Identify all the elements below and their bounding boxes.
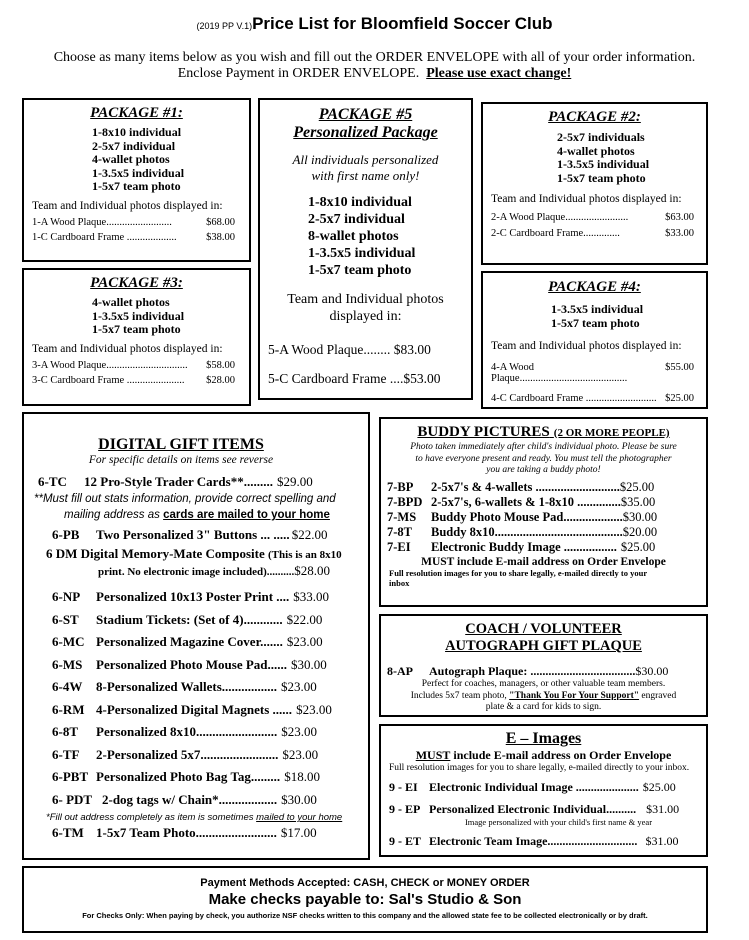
item-code: 6-TM [52, 825, 84, 840]
package-1-title: PACKAGE #1: [90, 105, 183, 121]
list-item [389, 780, 692, 795]
item-code: 7-BP [387, 479, 414, 494]
package-1-item: 4-wallet photos [92, 152, 170, 166]
package-1-items [92, 126, 249, 194]
item-label: 2-Personalized 5x7........................ [96, 746, 279, 762]
item-label: 8-Personalized Wallets................. [96, 679, 278, 694]
package-2-option-a [491, 212, 694, 223]
page-title: Price List for Bloomfield Soccer Club [252, 14, 553, 33]
item-code: 6-PBT [52, 769, 89, 784]
item-code: 8-AP [387, 664, 413, 678]
package-5-items [308, 194, 471, 279]
package-4-display-label: Team and Individual photos displayed in: [491, 340, 682, 352]
list-item [52, 654, 368, 677]
package-2-title: PACKAGE #2: [548, 109, 641, 125]
option-label: 4-A Wood Plaque......................................... [491, 362, 628, 384]
package-1-item: 1-8x10 individual [92, 125, 182, 139]
e-images-full-res: Full resolution images for you to share legally, e-mailed directly to your inbox. [389, 763, 690, 773]
item-code: 6- PDT [52, 791, 93, 807]
description-line: to have everyone present and ready. You must tell the photographer [415, 453, 672, 464]
item-price: $31.00 [646, 802, 680, 816]
item-code: 6-RM [52, 701, 85, 717]
item-price: $35.00 [620, 494, 656, 509]
digital-item-pb [52, 525, 368, 544]
item-price: $23.00 [281, 679, 317, 694]
item-label: 12 Pro-Style Trader Cards**......... [84, 474, 273, 489]
item-price: $23.00 [282, 746, 319, 762]
package-2-item: 2-5x7 individuals [557, 130, 645, 144]
option-label: 1-C Cardboard Frame ................... [32, 231, 177, 243]
package-5-box [258, 98, 473, 400]
buddy-description [381, 442, 706, 477]
list-item [52, 631, 368, 654]
item-price: $23.00 [281, 724, 318, 739]
buddy-title-text: BUDDY PICTURES [417, 424, 550, 440]
item-label: Personalized Electronic Individual.......... [429, 802, 637, 816]
digital-note-3 [46, 811, 368, 824]
item-code: 6-4W [52, 679, 83, 694]
digital-gift-box [22, 412, 370, 860]
package-2-item: 1-3.5x5 individual [557, 157, 650, 171]
item-label: Autograph Plaque: ................................... [429, 664, 636, 678]
package-1-item: 2-5x7 individual [92, 138, 176, 153]
item-code: 6-PB [52, 527, 80, 542]
package-5-display-1: Team and Individual photos [287, 292, 444, 307]
package-3-option-a [32, 360, 235, 371]
package-5-note-2: with first name only! [311, 168, 420, 183]
digital-item-list [52, 586, 368, 811]
page-title-line [0, 14, 749, 34]
item-code: 6-TF [52, 746, 80, 762]
buddy-full-res-2: inbox [389, 577, 410, 588]
option-label: 3-C Cardboard Frame ...................... [32, 374, 185, 386]
option-price: $63.00 [665, 212, 694, 223]
desc-emphasis: "Thank You For Your Support" [509, 690, 640, 701]
list-item [387, 525, 706, 540]
item-price: $22.00 [291, 527, 328, 542]
package-5-title: PACKAGE #5 [318, 106, 413, 123]
digital-item-dm [46, 546, 368, 563]
package-4-item: 1-5x7 team photo [551, 315, 640, 330]
list-item [52, 789, 368, 812]
package-2-display-label: Team and Individual photos displayed in: [491, 193, 682, 205]
item-code: 6-MC [52, 634, 85, 649]
intro-line-1: Choose as many items below as you wish and fill out the ORDER ENVELOPE with all of your order information. [53, 50, 696, 65]
item-price: $30.00 [281, 791, 317, 807]
list-item [52, 744, 368, 767]
check-policy: For Checks Only: When paying by check, you authorize NSF checks written to this company and the allowed state fee to be collected electronically or by draft. [82, 911, 648, 920]
desc-text: Includes 5x7 team photo, [410, 690, 507, 701]
buddy-title-note: (2 OR MORE PEOPLE) [553, 427, 670, 439]
item-note: print. No electronic image included).......... [98, 566, 295, 578]
package-5-item: 1-3.5x5 individual [308, 246, 416, 261]
package-2-option-c [491, 228, 694, 239]
item-label: Stadium Tickets: (Set of 4)............ [96, 611, 283, 627]
item-price: $30.00 [622, 509, 658, 524]
package-5-item: 1-8x10 individual [308, 195, 412, 210]
item-label: Electronic Individual Image ..................... [429, 780, 639, 794]
list-item [52, 676, 368, 699]
package-5-item: 1-5x7 team photo [308, 263, 412, 278]
exact-change-note: Please use exact change! [426, 66, 572, 81]
item-note: (This is an 8x10 [268, 549, 342, 561]
package-3-option-c [32, 375, 235, 386]
package-3-item: 1-5x7 team photo [92, 322, 181, 336]
list-item [52, 766, 368, 789]
package-3-items [92, 296, 249, 337]
e-images-ep-note: Image personalized with your child's first name & year [464, 817, 653, 827]
digital-gift-title: DIGITAL GIFT ITEMS [98, 436, 264, 453]
coach-plaque-box [379, 614, 708, 717]
package-4-items [551, 303, 706, 330]
coach-item [387, 664, 706, 679]
option-price: $83.00 [393, 342, 431, 357]
item-price: $30.00 [291, 656, 327, 672]
item-price: $25.00 [619, 479, 655, 494]
item-code: 6-8T [52, 724, 78, 739]
item-label: 4-Personalized Digital Magnets ...... [96, 701, 293, 717]
package-3-item: 1-3.5x5 individual [92, 308, 185, 323]
list-item [389, 802, 692, 817]
option-label: 5-A Wood Plaque........ [268, 342, 391, 357]
item-code: 6-ST [52, 611, 79, 627]
checks-payable: Make checks payable to: Sal's Studio & Son [208, 891, 522, 908]
package-2-item: 4-wallet photos [557, 143, 635, 158]
item-code: 6-MS [52, 656, 83, 672]
item-code: 6-NP [52, 589, 81, 604]
package-2-item: 1-5x7 team photo [557, 170, 646, 185]
desc-text: engraved [641, 690, 677, 701]
package-1-option-a [32, 217, 235, 228]
item-price: $29.00 [276, 474, 313, 489]
package-1-item: 1-3.5x5 individual [92, 165, 185, 180]
coach-desc-2 [381, 691, 706, 703]
item-price: $25.00 [642, 780, 676, 794]
item-code: 9 - ET [389, 834, 422, 848]
package-5-item: 8-wallet photos [308, 229, 399, 244]
item-label: Electronic Team Image.............................. [429, 834, 638, 848]
option-price: $53.00 [403, 371, 441, 386]
option-label: 5-C Cardboard Frame .... [268, 371, 404, 386]
option-price: $68.00 [206, 216, 235, 228]
item-code: 7-MS [387, 509, 417, 524]
coach-title-1: COACH / VOLUNTEER [465, 621, 622, 637]
package-5-item: 2-5x7 individual [308, 212, 405, 227]
package-1-item: 1-5x7 team photo [92, 179, 181, 193]
item-label: Personalized 10x13 Poster Print .... [96, 589, 290, 604]
e-images-title: E – Images [505, 730, 582, 747]
package-3-box [22, 268, 251, 406]
coach-desc-3: plate & a card for kids to sign. [485, 702, 602, 712]
item-code: 6-TC [38, 474, 67, 489]
package-5-display-2: displayed in: [329, 309, 402, 324]
option-price: $38.00 [206, 231, 235, 243]
item-label: Personalized Photo Bag Tag......... [96, 769, 281, 784]
package-4-item: 1-3.5x5 individual [551, 302, 644, 316]
option-label: 4-C Cardboard Frame ........................... [491, 393, 657, 404]
item-label: 2-5x7's, 6-wallets & 1-8x10 .............. [431, 494, 621, 509]
item-code: 9 - EP [389, 802, 421, 816]
note-text: *Fill out address completely as item is sometimes [46, 812, 254, 823]
must-label: MUST [415, 748, 451, 762]
package-5-option-a [268, 342, 471, 358]
email-note-text: include E-mail address on Order Envelope [453, 748, 672, 762]
e-images-email-note [381, 748, 706, 763]
option-label: 1-A Wood Plaque......................... [32, 216, 172, 228]
coach-title-2: AUTOGRAPH GIFT PLAQUE [445, 638, 642, 654]
item-price: $23.00 [296, 701, 332, 717]
buddy-pictures-box [379, 417, 708, 607]
option-price: $55.00 [665, 362, 694, 373]
package-1-option-c [32, 232, 235, 243]
package-4-box [481, 271, 708, 409]
item-price: $22.00 [286, 611, 323, 627]
item-label: Personalized 8x10......................... [96, 724, 278, 739]
list-item [387, 540, 706, 555]
list-item [389, 834, 692, 849]
option-label: 3-A Wood Plaque............................... [32, 359, 188, 371]
note-text: mailing address as [64, 509, 160, 521]
item-code: 7-BPD [387, 494, 423, 509]
intro-line-2-text: Enclose Payment in ORDER ENVELOPE. [177, 66, 420, 81]
payment-methods: Payment Methods Accepted: CASH, CHECK or MONEY ORDER [200, 877, 530, 889]
item-label: Buddy 8x10......................................... [431, 524, 623, 539]
digital-item-dm-2 [98, 563, 368, 580]
package-4-option-a [491, 362, 694, 384]
digital-note-2 [64, 507, 368, 523]
digital-item-tc [38, 472, 368, 491]
buddy-item-list [387, 480, 706, 555]
note-emphasis: cards are mailed to your home [163, 509, 330, 521]
package-3-item: 4-wallet photos [92, 295, 170, 309]
package-5-note-1: All individuals personalized [292, 152, 439, 167]
item-price: $20.00 [622, 524, 658, 539]
package-4-title: PACKAGE #4: [548, 279, 641, 295]
list-item [387, 480, 706, 495]
buddy-email-note: MUST include E-mail address on Order Envelope [421, 555, 666, 568]
package-3-display-label: Team and Individual photos displayed in: [32, 342, 223, 355]
item-label: 2-5x7's & 4-wallets ........................... [431, 479, 620, 494]
package-2-box [481, 102, 708, 265]
item-code: 9 - EI [389, 780, 418, 794]
item-label: 1-5x7 Team Photo......................... [96, 825, 277, 840]
item-label: 2-dog tags w/ Chain*.................. [102, 791, 278, 807]
version-label: (2019 PP V.1) [196, 21, 253, 31]
e-images-box [379, 724, 708, 857]
option-price: $28.00 [206, 374, 235, 386]
description-line: you are taking a buddy photo! [486, 465, 601, 475]
item-label: Personalized Photo Mouse Pad...... [96, 656, 288, 672]
item-code: 7-8T [387, 524, 412, 539]
item-code: 7-EI [387, 539, 411, 554]
digital-note-1: **Must fill out stats information, provide correct spelling and [34, 493, 336, 505]
option-label: 2-C Cardboard Frame.............. [491, 228, 620, 239]
item-price: $31.00 [645, 834, 679, 848]
item-label: 6 DM Digital Memory-Mate Composite [46, 546, 265, 561]
coach-desc-1: Perfect for coaches, managers, or other valuable team members. [421, 679, 666, 689]
item-label: Two Personalized 3" Buttons ... ..... [96, 527, 290, 542]
item-price: $18.00 [284, 769, 320, 784]
list-item [387, 510, 706, 525]
package-5-subtitle: Personalized Package [293, 124, 438, 141]
item-label: Buddy Photo Mouse Pad................... [431, 509, 623, 524]
intro-line-2 [0, 66, 749, 82]
item-price: $33.00 [293, 589, 330, 604]
item-price: $17.00 [280, 825, 317, 840]
description-line: Photo taken immediately after child's individual photo. Please be sure [410, 442, 677, 452]
digital-gift-subtitle: For specific details on items see reverse [88, 454, 274, 466]
item-price: $30.00 [635, 664, 669, 678]
option-label: 2-A Wood Plaque........................ [491, 212, 629, 223]
buddy-full-res-1: Full resolution images for you to share legally, e-mailed directly to your [389, 567, 648, 578]
item-label: Personalized Magazine Cover....... [96, 634, 283, 649]
list-item [52, 586, 368, 609]
item-price: $23.00 [286, 634, 323, 649]
item-price: $28.00 [294, 563, 330, 578]
list-item [387, 495, 706, 510]
item-label: Electronic Buddy Image ................. [431, 539, 617, 554]
package-1-display-label: Team and Individual photos displayed in: [32, 199, 223, 212]
package-2-items [557, 131, 706, 185]
note-emphasis: mailed to your home [256, 812, 343, 823]
option-price: $58.00 [206, 359, 235, 371]
option-price: $33.00 [665, 228, 694, 239]
package-1-box [22, 98, 251, 262]
package-5-option-c [268, 371, 471, 387]
list-item [52, 699, 368, 722]
list-item [52, 609, 368, 632]
option-price: $25.00 [665, 393, 694, 404]
package-4-option-c [491, 393, 694, 404]
list-item [52, 721, 368, 744]
digital-item-tm [52, 824, 368, 842]
item-price: $25.00 [620, 539, 656, 554]
buddy-title [381, 423, 706, 441]
payment-footer-box [22, 866, 708, 933]
package-3-title: PACKAGE #3: [90, 275, 183, 291]
